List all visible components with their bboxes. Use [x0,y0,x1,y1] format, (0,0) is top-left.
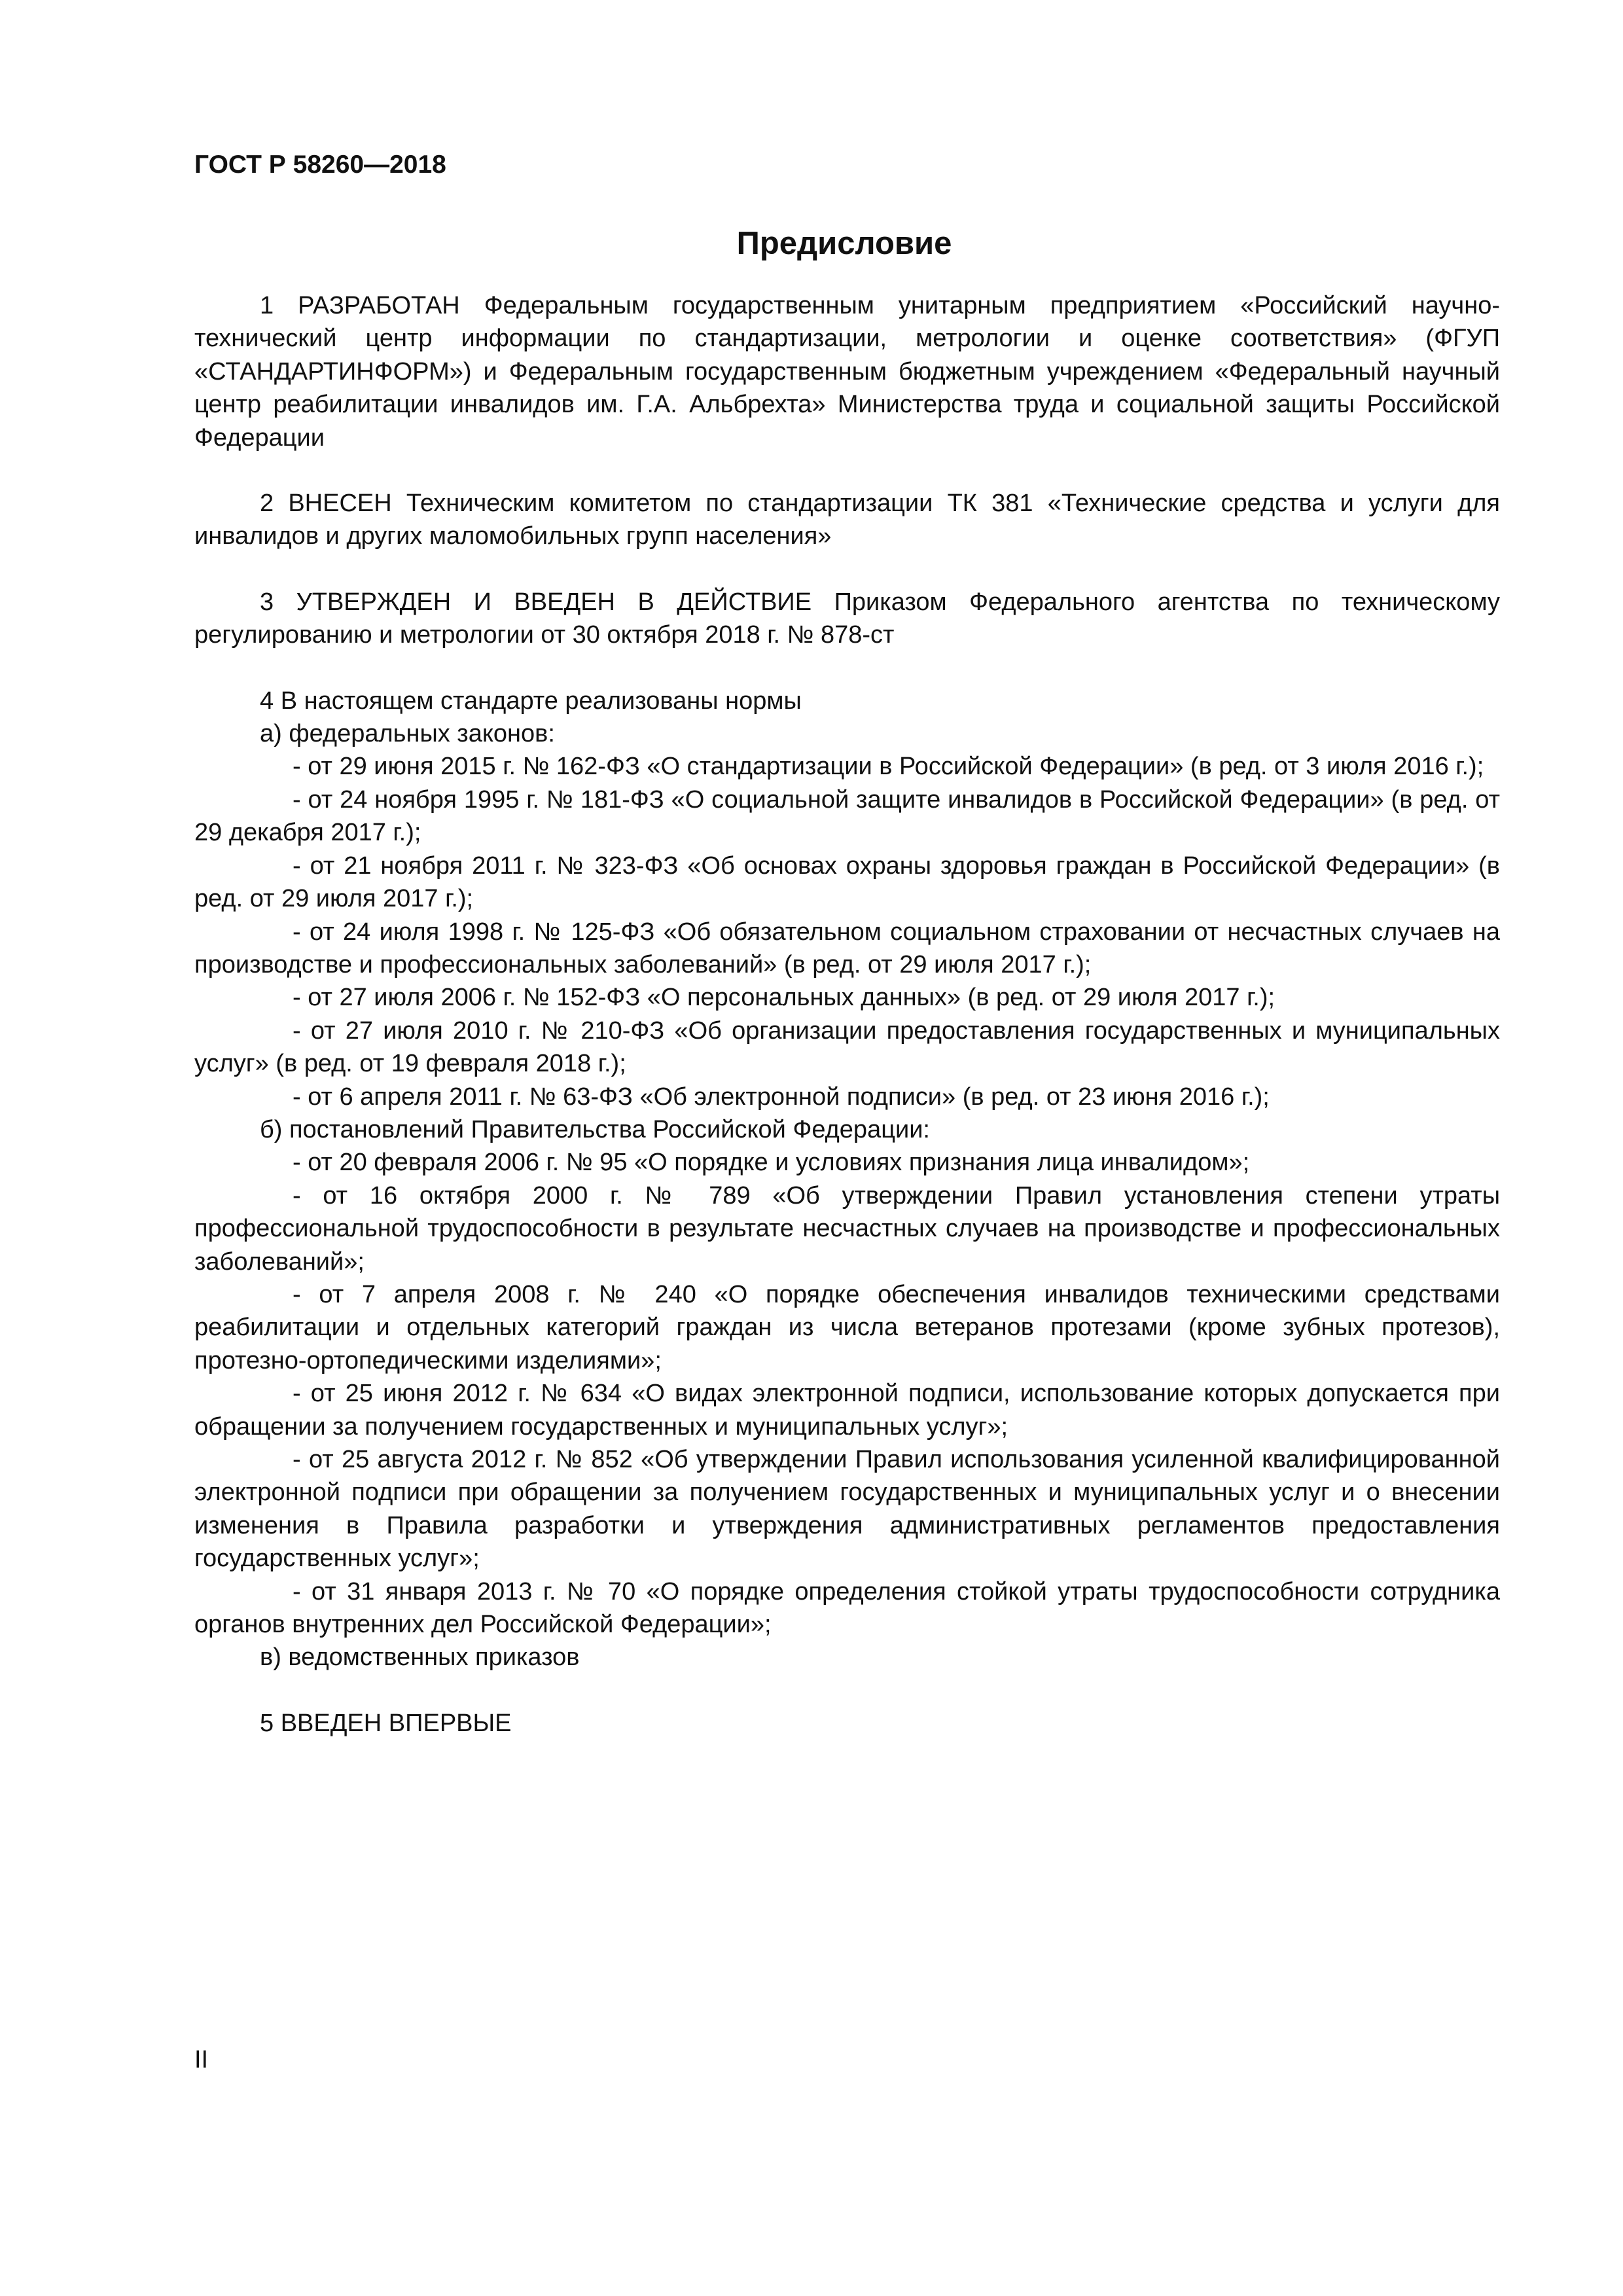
list-item: - от 21 ноября 2011 г. № 323-ФЗ «Об основах охраны здоровья граждан в Российской Федерации» (в ред. от 29 июля 2017 г.); [194,852,1500,913]
section-a-heading: а) федеральных законов: [260,720,555,748]
list-item: - от 7 апреля 2008 г. № 240 «О порядке обеспечения инвалидов техническими средствами реабилитации и отдельных категорий граждан из числа ветеранов протезами (кроме зубных протезов), протезно-ортопедическими изделиями»; [194,1280,1500,1374]
document-body [194,289,1500,1740]
paragraph-approved: 3 УТВЕРЖДЕН И ВВЕДЕН В ДЕЙСТВИЕ Приказом Федерального агентства по техническому регулированию и метрологии от 30 октября 2018 г. № 878-ст [194,588,1500,649]
list-item: - от 24 июля 1998 г. № 125-ФЗ «Об обязательном социальном страховании от несчастных случаев на производстве и профессиональных заболеваний» (в ред. от 29 июля 2017 г.); [194,918,1500,978]
list-item: - от 24 ноября 1995 г. № 181-ФЗ «О социальной защите инвалидов в Российской Федерации» (в ред. от 29 декабря 2017 г.); [194,785,1500,847]
list-item: - от 29 июня 2015 г. № 162-ФЗ «О стандартизации в Российской Федерации» (в ред. от 3 июля 2016 г.); [293,753,1484,781]
document-code: ГОСТ Р 58260—2018 [194,151,446,179]
paragraph-introduced-first: 5 ВВЕДЕН ВПЕРВЫЕ [260,1709,512,1737]
list-item: - от 20 февраля 2006 г. № 95 «О порядке и условиях признания лица инвалидом»; [293,1149,1250,1177]
list-item: - от 31 января 2013 г. № 70 «О порядке определения стойкой утраты трудоспособности сотрудника органов внутренних дел Российской Федерации»; [194,1577,1500,1639]
paragraph-developed-by: 1 РАЗРАБОТАН Федеральным государственным унитарным предприятием «Российский научно-технический центр информации по стандартизации, метрологии и оценке соответствия» (ФГУП «СТАНДАРТИНФОРМ») и Федеральным государственным бюджетным учреждением «Федеральный научный центр реабилитации инвалидов им. Г.А. Альбрехта» Министерства труда и социальной защиты Российской Федерации [194,292,1500,452]
section-b-heading: б) постановлений Правительства Российской Федерации: [260,1115,930,1143]
section-c-heading: в) ведомственных приказов [260,1643,580,1672]
page-number: II [194,2046,209,2073]
page-title: Предисловие [736,226,952,261]
list-item: - от 6 апреля 2011 г. № 63-ФЗ «Об электронной подписи» (в ред. от 23 июня 2016 г.); [293,1083,1270,1111]
list-item: - от 25 июня 2012 г. № 634 «О видах электронной подписи, использование которых допускается при обращении за получением государственных и муниципальных услуг»; [194,1380,1500,1441]
paragraph-submitted-by: 2 ВНЕСЕН Техническим комитетом по стандартизации ТК 381 «Технические средства и услуги для инвалидов и других маломобильных групп населения» [194,490,1500,550]
paragraph-norms: 4 В настоящем стандарте реализованы нормы [260,687,802,715]
list-item: - от 25 августа 2012 г. № 852 «Об утверждении Правил использования усиленной квалифицированной электронной подписи при обращении за получением государственных и муниципальных услуг и о внесении изменения в Правила разработки и утверждения административных регламентов предоставления государственных услуг»; [194,1446,1500,1573]
list-item: - от 27 июля 2006 г. № 152-ФЗ «О персональных данных» (в ред. от 29 июля 2017 г.); [293,984,1275,1012]
list-item: - от 27 июля 2010 г. № 210-ФЗ «Об организации предоставления государственных и муниципальных услуг» (в ред. от 19 февраля 2018 г.); [194,1016,1500,1078]
list-item: - от 16 октября 2000 г. № 789 «Об утверждении Правил установления степени утраты профессиональной трудоспособности в результате несчастных случаев на производстве и профессиональных заболеваний»; [194,1181,1500,1276]
